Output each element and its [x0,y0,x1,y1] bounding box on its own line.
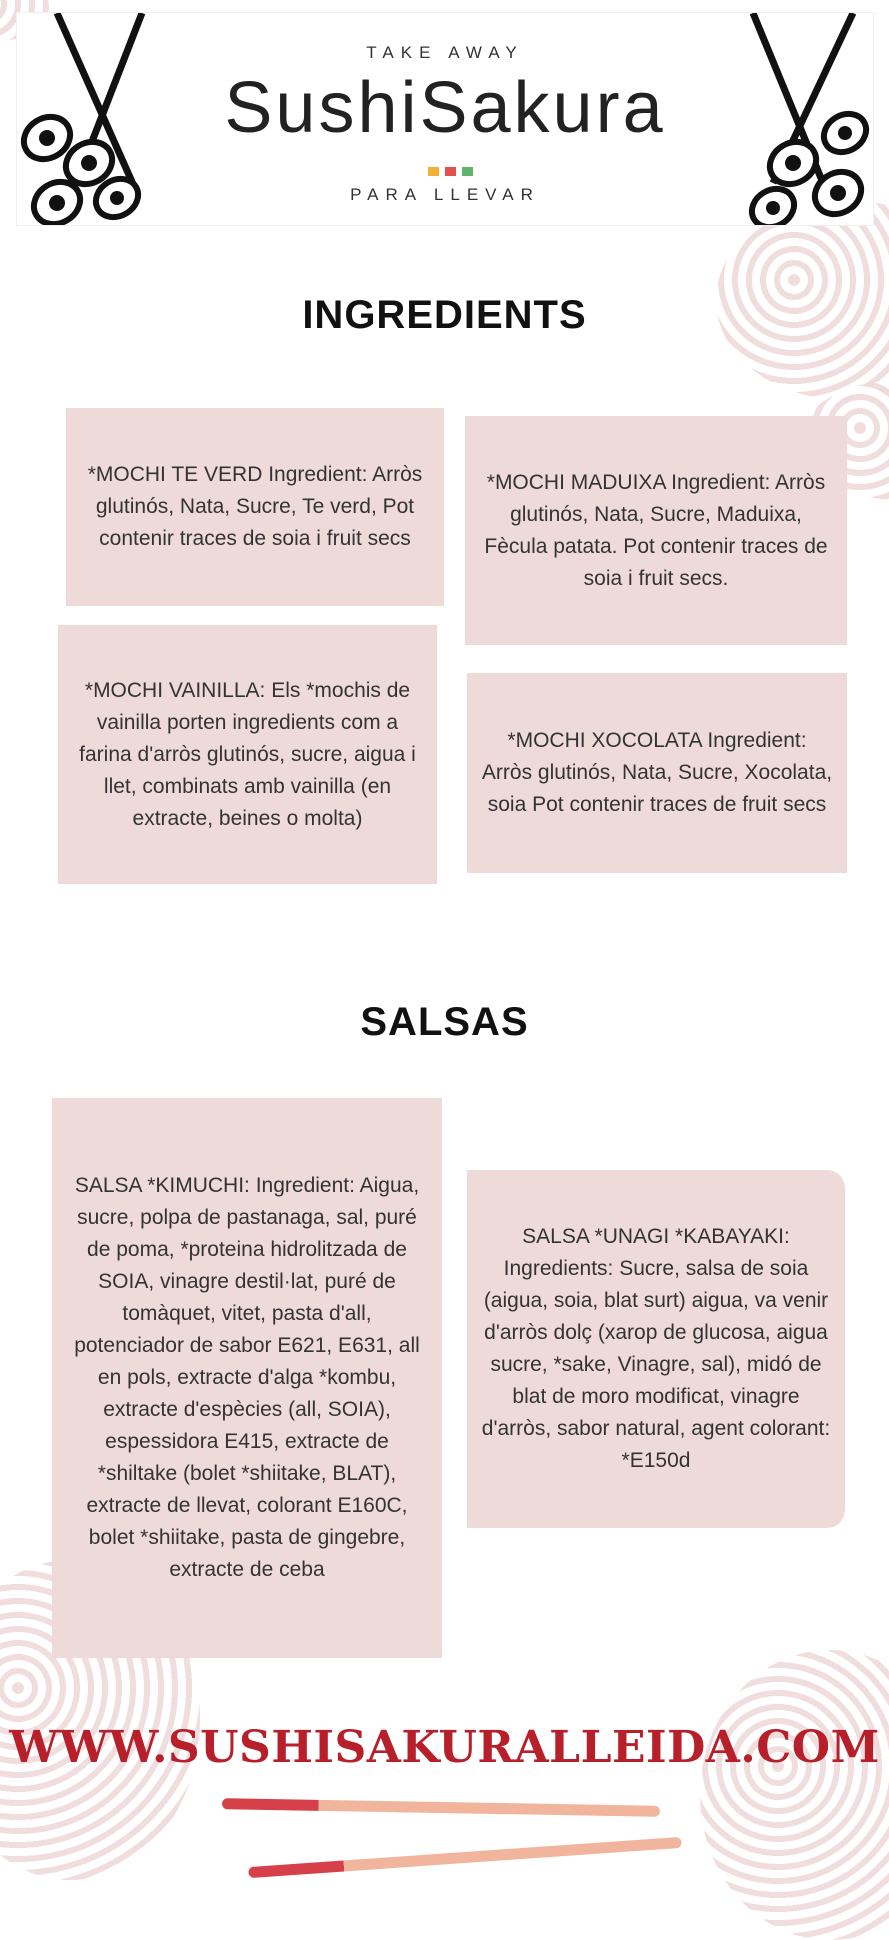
salsa-card [52,1098,442,1658]
ingredient-card [58,625,437,884]
wave-pattern-bottom-right [700,1650,889,1940]
header-banner [16,12,874,226]
salsas-heading: SALSAS [360,1000,529,1044]
ingredient-text: *MOCHI TE VERD Ingredient: Arròs glutinós, Nata, Sucre, Te verd, Pot contenir traces de soia i fruit secs [87,463,423,550]
tagline-top: TAKE AWAY [366,43,524,62]
salsa-text: SALSA *UNAGI *KABAYAKI: Ingredients: Sucre, salsa de soia (aigua, soia, blat surt) aigua, va venir d'arròs dolç (xarop de glucosa, aigua sucre, *sake, Vinagre, sal), midó de blat de moro modificat, vinagre d'arròs, sabor natural, agent colorant: *E150d [481,1225,831,1472]
ingredient-text: *MOCHI MADUIXA Ingredient: Arròs glutinós, Nata, Sucre, Maduixa, Fècula patata. Pot contenir traces de soia i fruit secs. [484,470,828,590]
ingredient-text: *MOCHI XOCOLATA Ingredient: Arròs glutinós, Nata, Sucre, Xocolata, soia Pot contenir traces de fruit secs [481,729,833,816]
brand-logo-text: SushiSakura [224,68,666,148]
ingredient-text: *MOCHI VAINILLA: Els *mochis de vainilla porten ingredients com a farina d'arròs glutinós, sucre, aigua i llet, combinats amb vainilla (en extracte, beines o molta) [79,678,416,830]
ingredients-heading: INGREDIENTS [302,293,587,337]
tagline-bottom: PARA LLEVAR [350,185,540,204]
brand-dot [445,167,456,176]
brand-dot [462,167,473,176]
ingredient-card [66,408,444,606]
ingredient-card [465,416,847,645]
brand-dot [428,167,439,176]
salsa-card [467,1170,845,1528]
website-url[interactable]: WWW.SUSHISAKURALLEIDA.COM [9,1722,880,1773]
brand-dots [428,167,473,176]
salsa-text: SALSA *KIMUCHI: Ingredient: Aigua, sucre, polpa de pastanaga, sal, puré de poma, *proteina hidrolitzada de SOIA, vinagre destil·lat, puré de tomàquet, vitet, pasta d'all, potenciador de sabor E621, E631, all en pols, extracte d'alga *kombu, extracte d'espècies (all, SOIA), espessidora E415, extracte de *shiltake (bolet *shiitake, BLAT), extracte de llevat, colorant E160C, bolet *shiitake, pasta de gingebre, extracte de ceba [74,1174,420,1581]
ingredient-card [467,673,847,873]
